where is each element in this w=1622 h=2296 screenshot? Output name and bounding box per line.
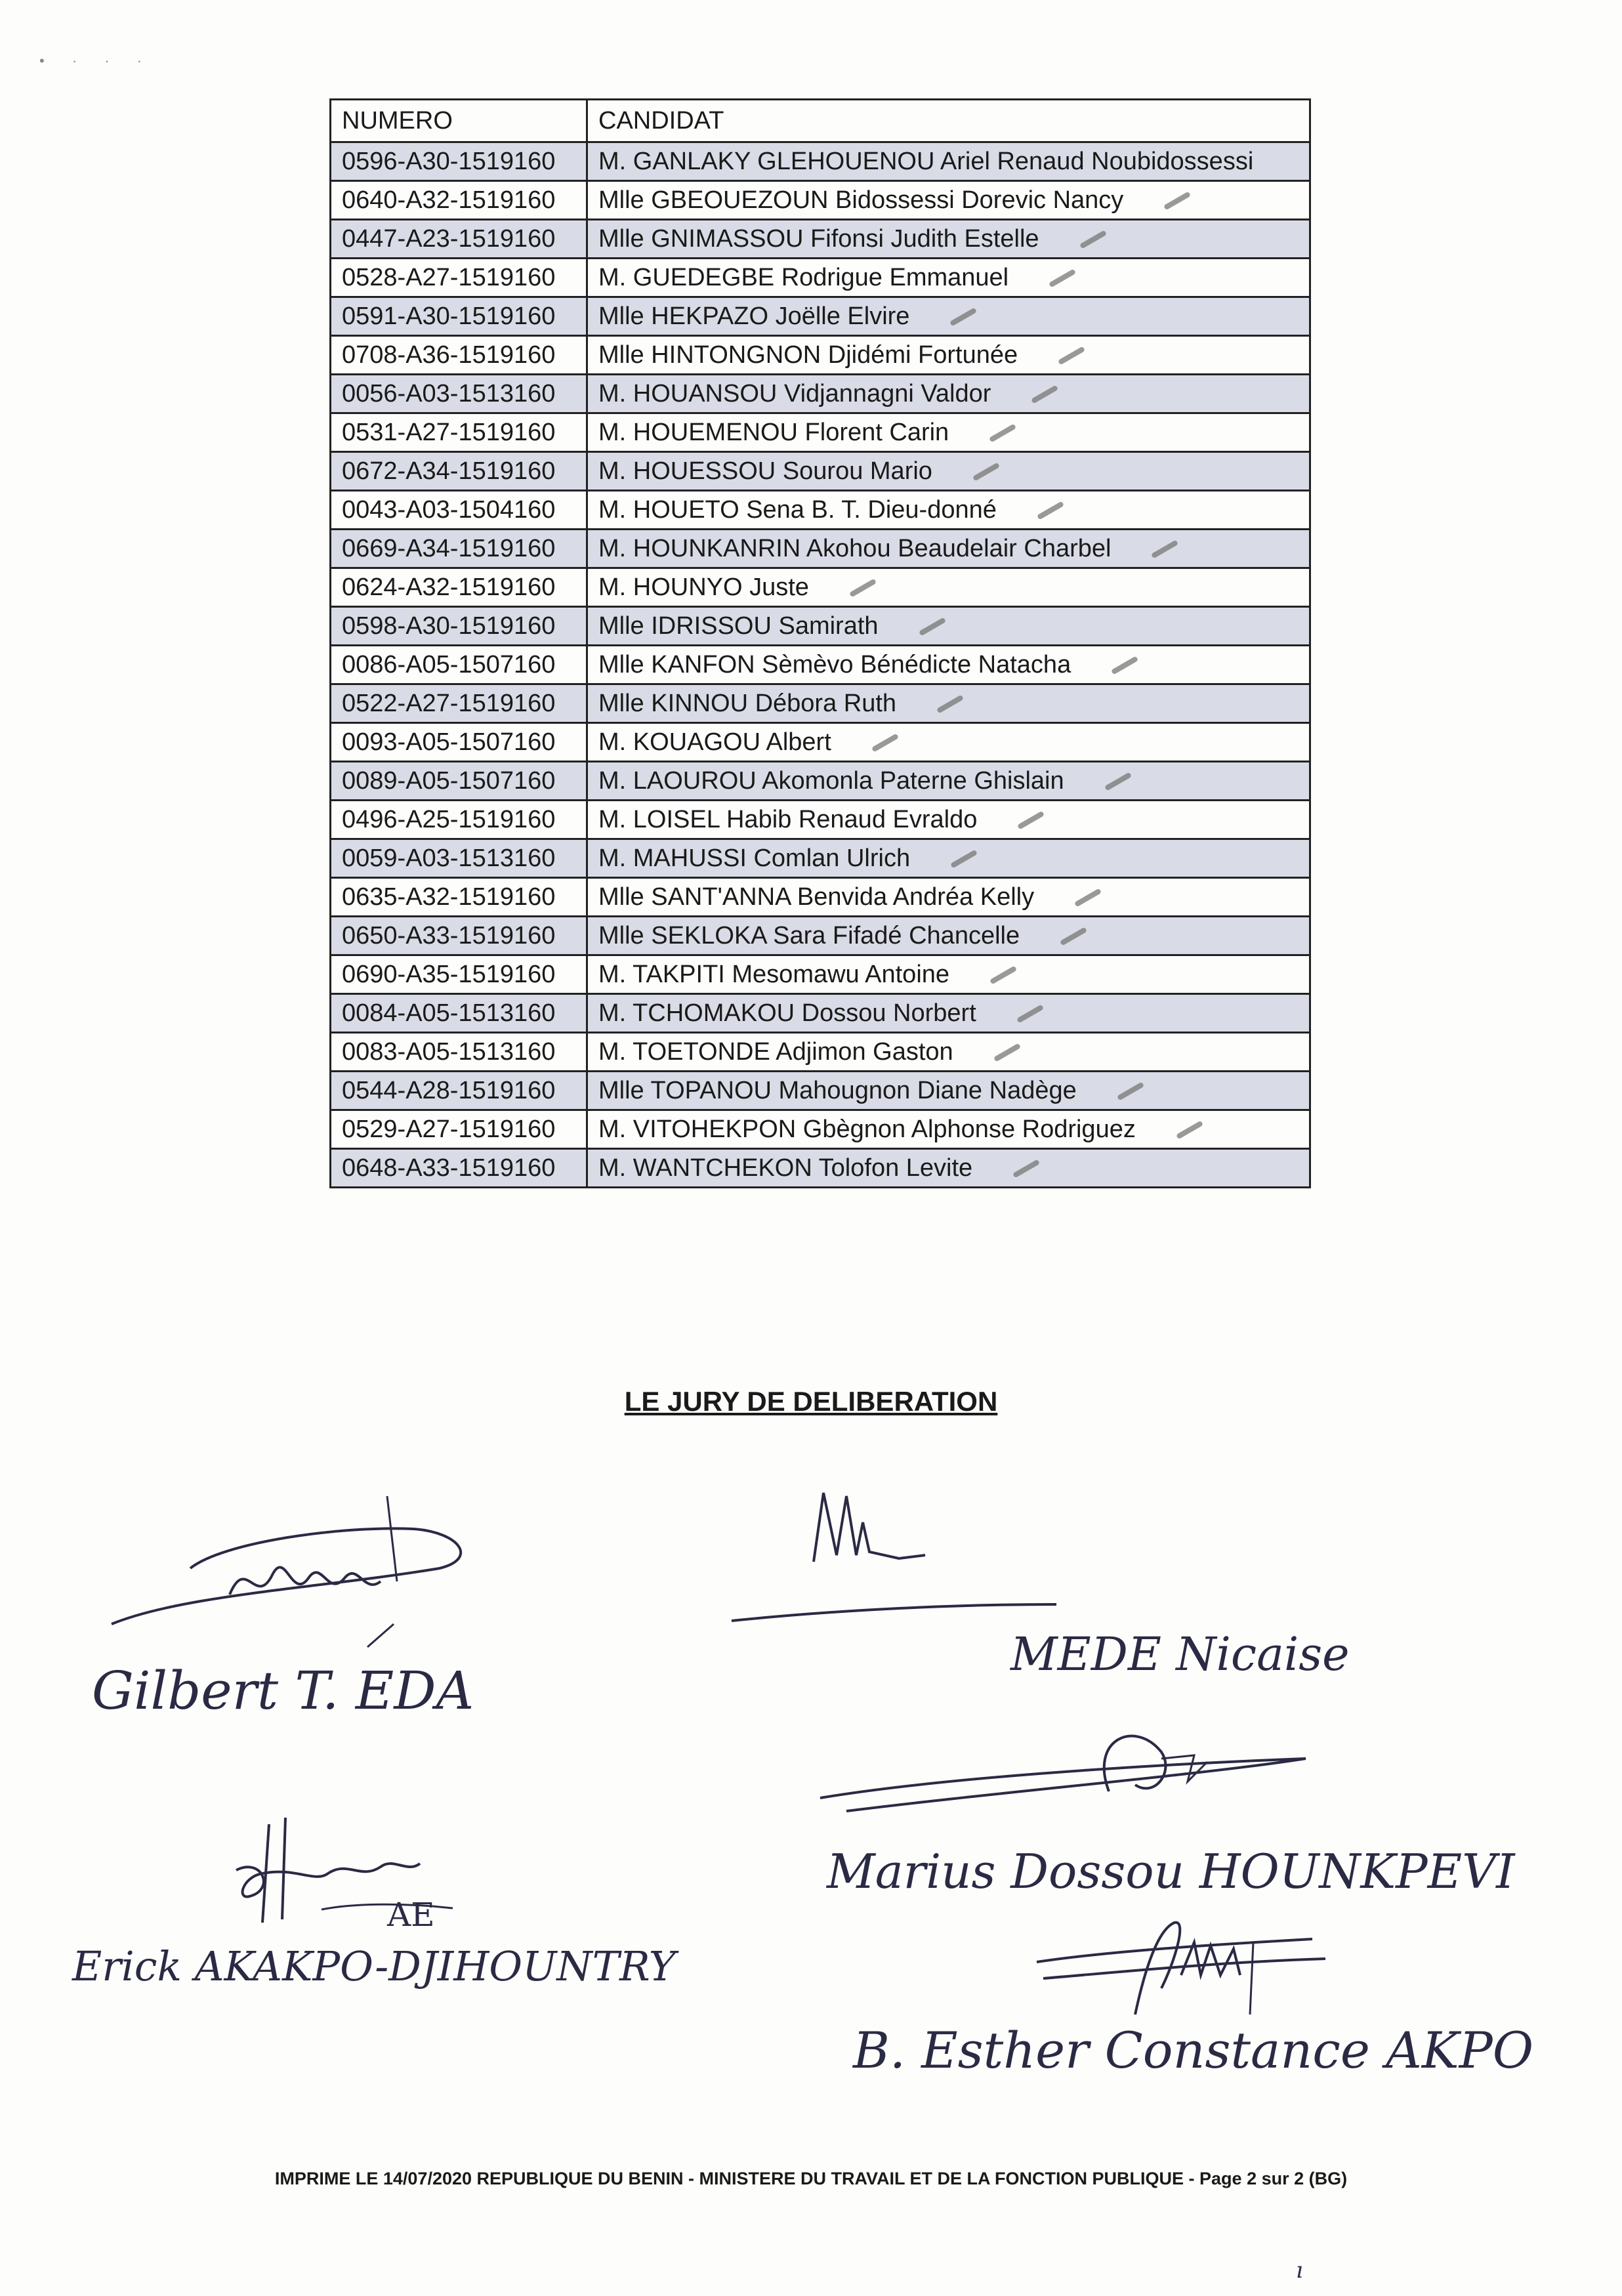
margin-tick: ı bbox=[1296, 2257, 1303, 2284]
check-mark-icon bbox=[1012, 1159, 1040, 1179]
row-candidat: M. WANTCHEKON Tolofon Levite bbox=[598, 1154, 973, 1182]
row-candidat: M. LAOUROU Akomonla Paterne Ghislain bbox=[598, 766, 1064, 795]
row-numero: 0529-A27-1519160 bbox=[331, 1110, 587, 1149]
row-candidat: M. HOUANSOU Vidjannagni Valdor bbox=[598, 379, 991, 407]
table-row bbox=[331, 375, 1310, 413]
row-candidat: M. HOUESSOU Sourou Mario bbox=[598, 457, 932, 485]
row-candidat-cell bbox=[587, 297, 1310, 336]
row-numero: 0528-A27-1519160 bbox=[331, 259, 587, 297]
row-numero: 0598-A30-1519160 bbox=[331, 607, 587, 646]
row-candidat: Mlle TOPANOU Mahougnon Diane Nadège bbox=[598, 1076, 1077, 1104]
table-row bbox=[331, 1110, 1310, 1149]
row-candidat: M. GANLAKY GLEHOUENOU Ariel Renaud Noubidossessi bbox=[598, 147, 1254, 175]
check-mark-icon bbox=[1060, 927, 1087, 946]
row-candidat-cell bbox=[587, 917, 1310, 955]
jury-name-eda: Gilbert T. EDA bbox=[92, 1660, 474, 1721]
check-mark-icon bbox=[1176, 1121, 1203, 1140]
check-mark-icon bbox=[1049, 269, 1076, 288]
row-numero: 0635-A32-1519160 bbox=[331, 878, 587, 917]
check-mark-icon bbox=[950, 850, 978, 869]
table-row bbox=[331, 994, 1310, 1033]
jury-name-hounkpevi: Marius Dossou HOUNKPEVI bbox=[827, 1844, 1515, 1899]
check-mark-icon bbox=[1074, 888, 1102, 908]
row-candidat-cell bbox=[587, 568, 1310, 607]
row-candidat-cell bbox=[587, 607, 1310, 646]
row-numero: 0059-A03-1513160 bbox=[331, 839, 587, 878]
row-candidat-cell bbox=[587, 491, 1310, 530]
row-candidat-cell bbox=[587, 181, 1310, 220]
row-candidat: M. GUEDEGBE Rodrigue Emmanuel bbox=[598, 263, 1009, 291]
row-candidat: Mlle KANFON Sèmèvo Bénédicte Natacha bbox=[598, 650, 1071, 678]
check-mark-icon bbox=[1031, 385, 1058, 404]
row-candidat-cell bbox=[587, 530, 1310, 568]
table-row bbox=[331, 839, 1310, 878]
table-row bbox=[331, 917, 1310, 955]
row-candidat: Mlle GBEOUEZOUN Bidossessi Dorevic Nancy bbox=[598, 186, 1124, 214]
row-candidat: Mlle KINNOU Débora Ruth bbox=[598, 689, 897, 717]
table-row bbox=[331, 259, 1310, 297]
row-candidat: M. MAHUSSI Comlan Ulrich bbox=[598, 844, 911, 872]
table-row bbox=[331, 607, 1310, 646]
row-candidat-cell bbox=[587, 839, 1310, 878]
row-candidat: M. LOISEL Habib Renaud Evraldo bbox=[598, 805, 978, 833]
table-row bbox=[331, 181, 1310, 220]
row-candidat-cell bbox=[587, 1149, 1310, 1188]
header-candidat: CANDIDAT bbox=[587, 100, 1310, 142]
header-numero: NUMERO bbox=[331, 100, 587, 142]
table-row bbox=[331, 491, 1310, 530]
table-row bbox=[331, 220, 1310, 259]
table-row bbox=[331, 723, 1310, 762]
row-candidat: M. TOETONDE Adjimon Gaston bbox=[598, 1037, 953, 1066]
signature-akakpo-djihountry bbox=[223, 1811, 472, 1936]
check-mark-icon bbox=[1163, 192, 1191, 211]
row-candidat: M. HOUNKANRIN Akohou Beaudelair Charbel bbox=[598, 534, 1112, 562]
signature-eda bbox=[105, 1496, 486, 1660]
row-candidat-cell bbox=[587, 994, 1310, 1033]
row-candidat-cell bbox=[587, 413, 1310, 452]
check-mark-icon bbox=[1111, 656, 1138, 675]
check-mark-icon bbox=[871, 734, 899, 753]
row-candidat-cell bbox=[587, 220, 1310, 259]
table-row bbox=[331, 530, 1310, 568]
row-numero: 0084-A05-1513160 bbox=[331, 994, 587, 1033]
signature-akpo bbox=[1024, 1916, 1365, 2021]
row-candidat-cell bbox=[587, 142, 1310, 181]
row-numero: 0708-A36-1519160 bbox=[331, 336, 587, 375]
table-row bbox=[331, 336, 1310, 375]
row-candidat: Mlle HINTONGNON Djidémi Fortunée bbox=[598, 341, 1018, 369]
row-numero: 0089-A05-1507160 bbox=[331, 762, 587, 801]
check-mark-icon bbox=[949, 308, 977, 327]
row-candidat-cell bbox=[587, 1072, 1310, 1110]
check-mark-icon bbox=[1037, 501, 1064, 520]
check-mark-icon bbox=[993, 1043, 1021, 1062]
row-candidat-cell bbox=[587, 646, 1310, 684]
candidates-table bbox=[329, 98, 1311, 1188]
row-candidat-cell bbox=[587, 762, 1310, 801]
table-row bbox=[331, 1149, 1310, 1188]
row-candidat: Mlle SANT'ANNA Benvida Andréa Kelly bbox=[598, 883, 1035, 911]
table-row bbox=[331, 568, 1310, 607]
row-numero: 0083-A05-1513160 bbox=[331, 1033, 587, 1072]
scan-specks: • · · · bbox=[39, 52, 154, 69]
row-numero: 0624-A32-1519160 bbox=[331, 568, 587, 607]
table-header-row bbox=[331, 100, 1310, 142]
table-row bbox=[331, 413, 1310, 452]
row-candidat: M. VITOHEKPON Gbègnon Alphonse Rodriguez bbox=[598, 1115, 1136, 1143]
check-mark-icon bbox=[989, 424, 1016, 443]
row-numero: 0531-A27-1519160 bbox=[331, 413, 587, 452]
row-candidat-cell bbox=[587, 336, 1310, 375]
table-row bbox=[331, 297, 1310, 336]
table-row bbox=[331, 878, 1310, 917]
table-row bbox=[331, 452, 1310, 491]
row-candidat: M. TAKPITI Mesomawu Antoine bbox=[598, 960, 950, 988]
table-body bbox=[331, 142, 1310, 1188]
row-numero: 0544-A28-1519160 bbox=[331, 1072, 587, 1110]
row-candidat-cell bbox=[587, 452, 1310, 491]
row-candidat: M. HOUNYO Juste bbox=[598, 573, 809, 601]
jury-name-akpo: B. Esther Constance AKPO bbox=[853, 2021, 1534, 2079]
row-numero: 0522-A27-1519160 bbox=[331, 684, 587, 723]
row-numero: 0043-A03-1504160 bbox=[331, 491, 587, 530]
svg-text:AE: AE bbox=[387, 1896, 435, 1934]
page-footer: IMPRIME LE 14/07/2020 REPUBLIQUE DU BENIN - MINISTERE DU TRAVAIL ET DE LA FONCTION PUBLIQUE - Page 2 sur 2 (BG) bbox=[274, 2169, 1348, 2188]
row-numero: 0591-A30-1519160 bbox=[331, 297, 587, 336]
check-mark-icon bbox=[1104, 772, 1132, 791]
row-candidat: Mlle IDRISSOU Samirath bbox=[598, 612, 879, 640]
check-mark-icon bbox=[849, 579, 877, 598]
table-row bbox=[331, 955, 1310, 994]
table-row bbox=[331, 801, 1310, 839]
row-candidat: M. HOUETO Sena B. T. Dieu-donné bbox=[598, 495, 997, 524]
row-candidat-cell bbox=[587, 801, 1310, 839]
table-row bbox=[331, 1033, 1310, 1072]
table-row bbox=[331, 1072, 1310, 1110]
row-candidat-cell bbox=[587, 955, 1310, 994]
row-candidat: Mlle SEKLOKA Sara Fifadé Chancelle bbox=[598, 921, 1020, 950]
row-numero: 0056-A03-1513160 bbox=[331, 375, 587, 413]
row-candidat: M. KOUAGOU Albert bbox=[598, 728, 831, 756]
check-mark-icon bbox=[1016, 1005, 1044, 1024]
row-numero: 0648-A33-1519160 bbox=[331, 1149, 587, 1188]
row-candidat-cell bbox=[587, 1110, 1310, 1149]
jury-name-akakpo-djihountry: Erick AKAKPO-DJIHOUNTRY bbox=[72, 1942, 676, 1990]
row-candidat-cell bbox=[587, 259, 1310, 297]
row-candidat: M. HOUEMENOU Florent Carin bbox=[598, 418, 949, 446]
table-row bbox=[331, 762, 1310, 801]
jury-name-mede: MEDE Nicaise bbox=[1010, 1627, 1350, 1681]
check-mark-icon bbox=[1079, 230, 1106, 249]
row-numero: 0596-A30-1519160 bbox=[331, 142, 587, 181]
table-row bbox=[331, 684, 1310, 723]
row-numero: 0640-A32-1519160 bbox=[331, 181, 587, 220]
row-candidat: M. TCHOMAKOU Dossou Norbert bbox=[598, 999, 976, 1027]
table-row bbox=[331, 142, 1310, 181]
row-candidat-cell bbox=[587, 723, 1310, 762]
row-numero: 0496-A25-1519160 bbox=[331, 801, 587, 839]
row-numero: 0672-A34-1519160 bbox=[331, 452, 587, 491]
row-numero: 0447-A23-1519160 bbox=[331, 220, 587, 259]
table-row bbox=[331, 646, 1310, 684]
row-candidat: Mlle GNIMASSOU Fifonsi Judith Estelle bbox=[598, 224, 1039, 253]
row-candidat-cell bbox=[587, 684, 1310, 723]
signature-hounkpevi bbox=[807, 1713, 1319, 1831]
row-candidat-cell bbox=[587, 375, 1310, 413]
signature-mede bbox=[728, 1483, 1070, 1627]
row-numero: 0093-A05-1507160 bbox=[331, 723, 587, 762]
check-mark-icon bbox=[918, 617, 946, 637]
check-mark-icon bbox=[1017, 811, 1045, 830]
row-numero: 0650-A33-1519160 bbox=[331, 917, 587, 955]
check-mark-icon bbox=[1058, 346, 1085, 365]
row-candidat: Mlle HEKPAZO Joëlle Elvire bbox=[598, 302, 910, 330]
check-mark-icon bbox=[1151, 540, 1178, 559]
row-numero: 0690-A35-1519160 bbox=[331, 955, 587, 994]
check-mark-icon bbox=[972, 463, 1000, 482]
row-numero: 0086-A05-1507160 bbox=[331, 646, 587, 684]
row-candidat-cell bbox=[587, 878, 1310, 917]
check-mark-icon bbox=[936, 695, 964, 714]
check-mark-icon bbox=[1117, 1082, 1144, 1101]
row-candidat-cell bbox=[587, 1033, 1310, 1072]
check-mark-icon bbox=[989, 966, 1017, 985]
row-numero: 0669-A34-1519160 bbox=[331, 530, 587, 568]
jury-title: LE JURY DE DELIBERATION bbox=[624, 1386, 998, 1417]
